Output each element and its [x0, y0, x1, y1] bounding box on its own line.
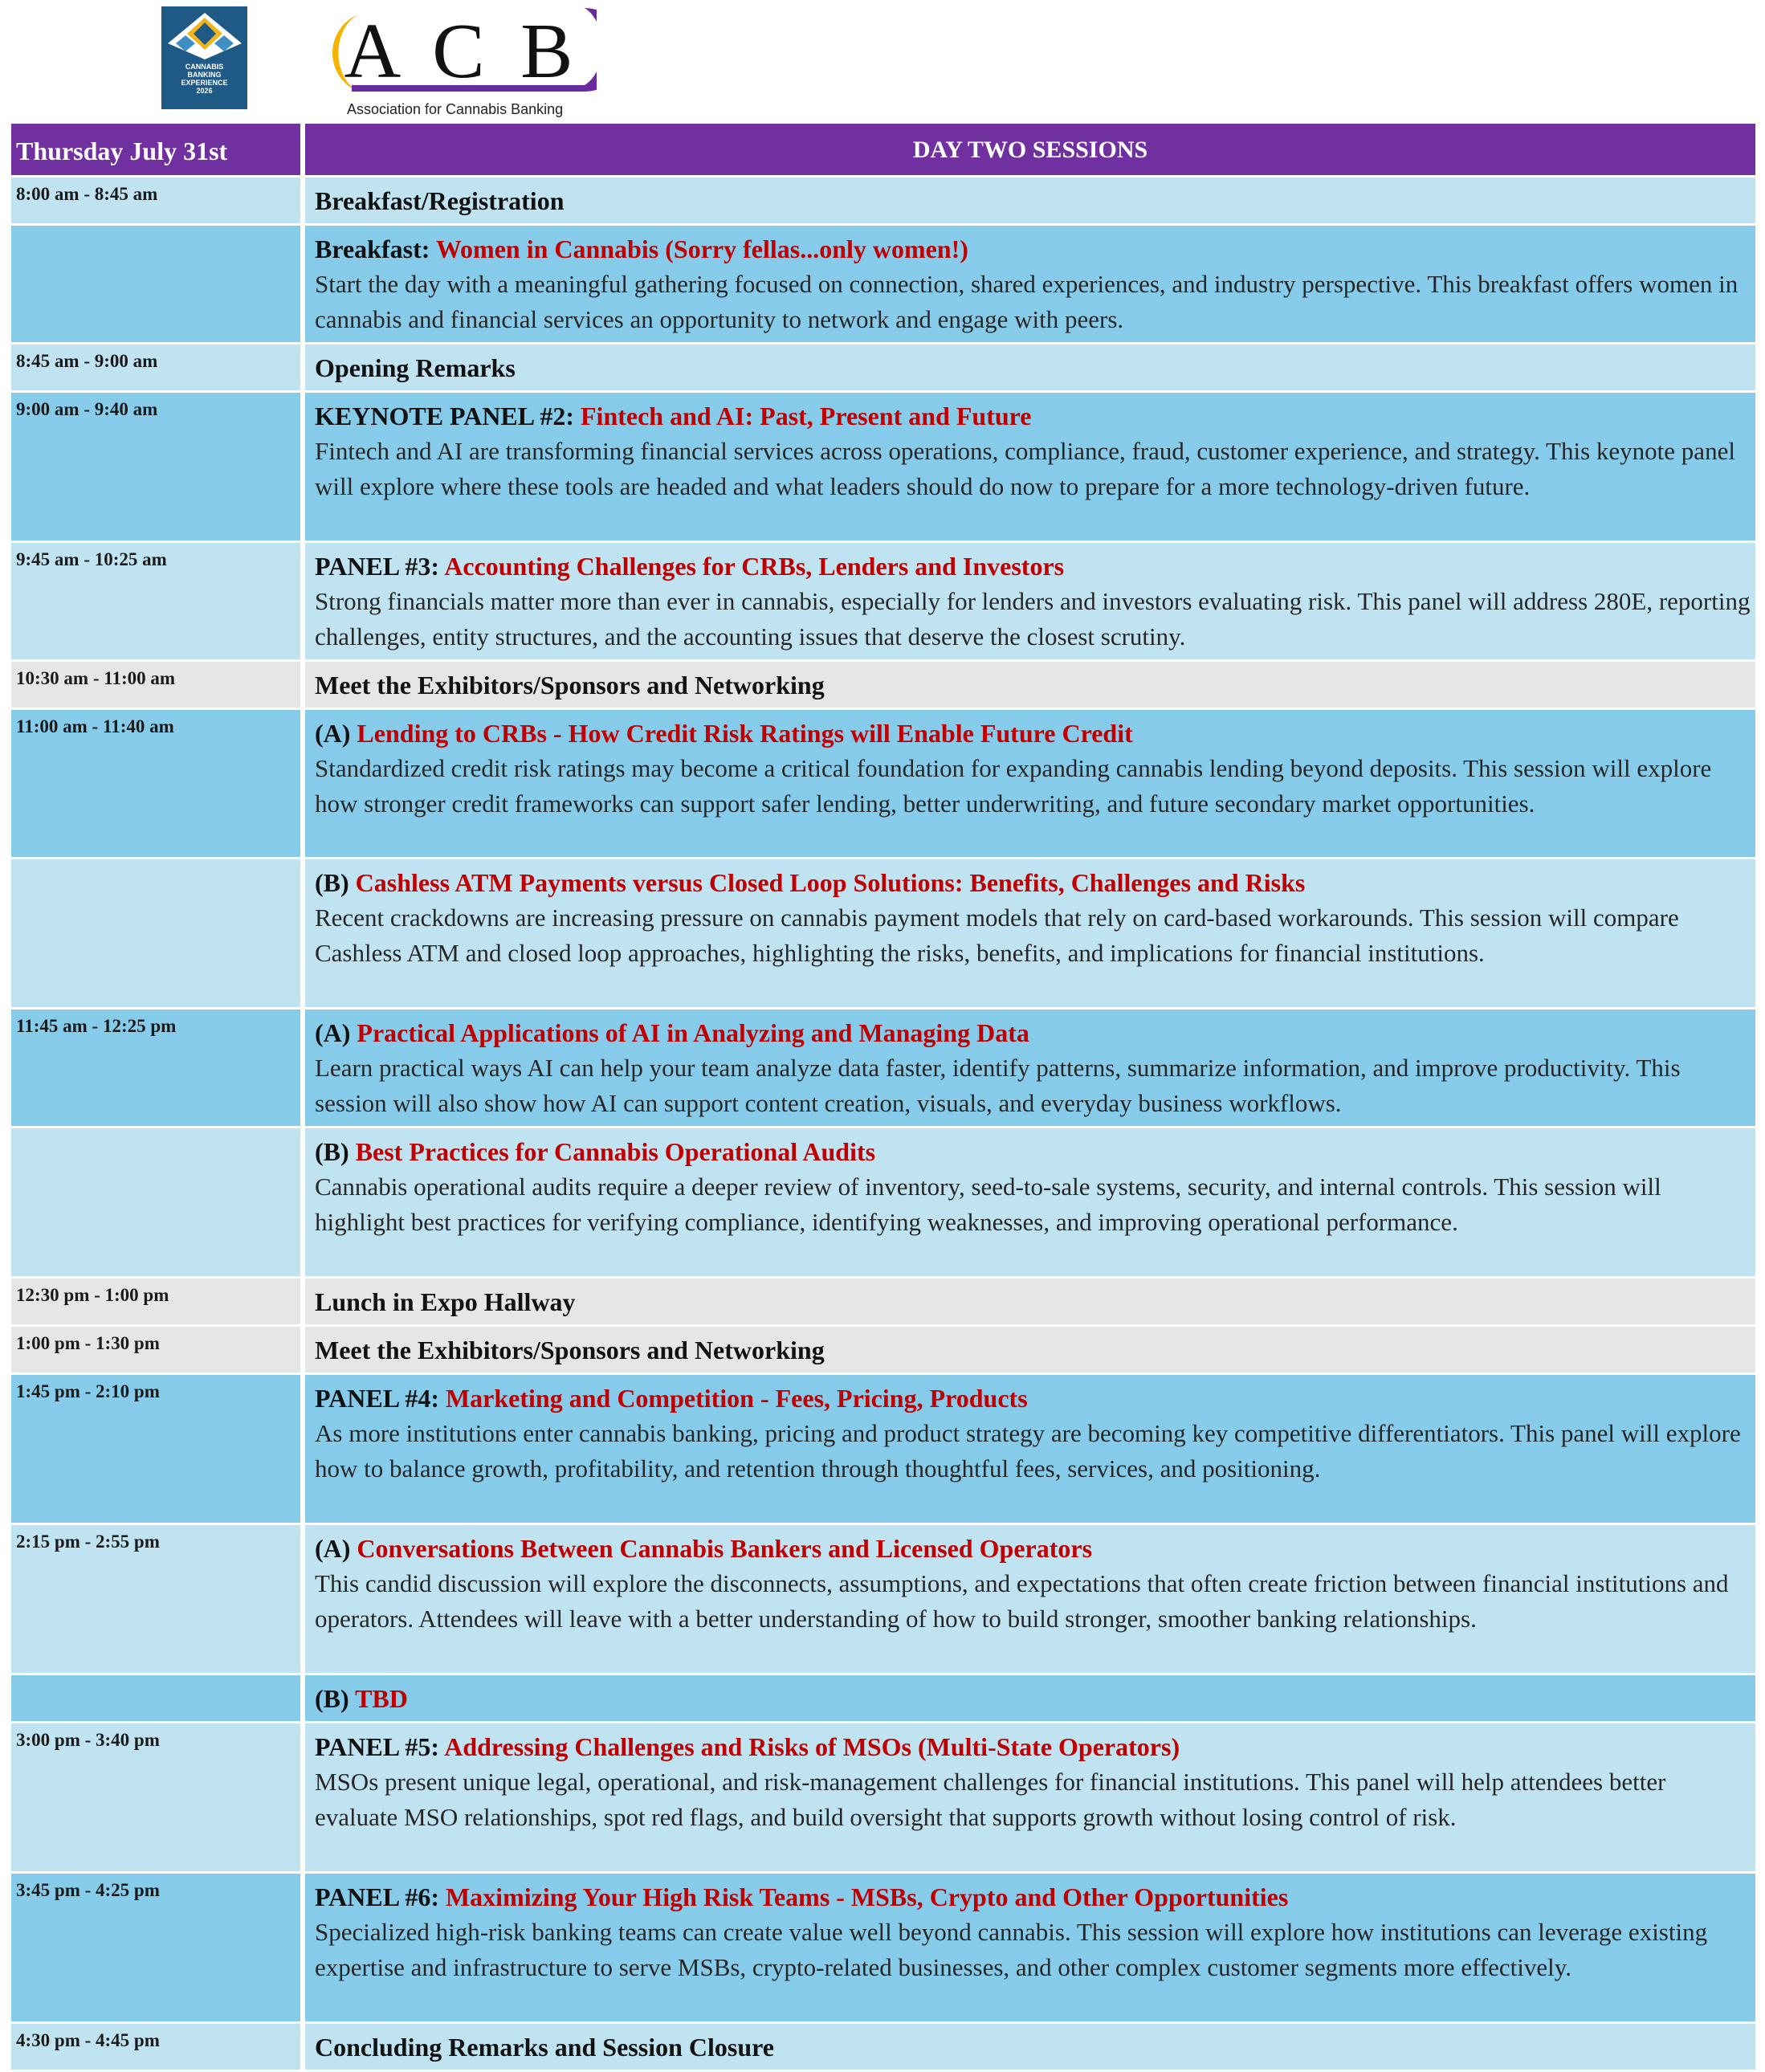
- row-label: Breakfast/Registration: [315, 186, 565, 215]
- row-description: Start the day with a meaningful gathering focused on connection, shared experiences, and industry perspective. This breakfast offers women in cannabis and financial services an opportunity to network and engage with peers.: [315, 270, 1739, 333]
- schedule-row: [11, 177, 1755, 226]
- schedule-row: [11, 1279, 1755, 1327]
- row-label: PANEL #5:: [315, 1732, 445, 1761]
- row-description: Standardized credit risk ratings may become a critical foundation for expanding cannabis lending beyond deposits. This session will explore how stronger credit frameworks can support safer lending, better underwriting, and future secondary market opportunities.: [315, 754, 1712, 818]
- row-description: Fintech and AI are transforming financial services across operations, compliance, fraud, customer experience, and strategy. This keynote panel will explore where these tools are headed and what leaders should do now to prepare for a more technology-driven future.: [315, 437, 1735, 500]
- row-title: TBD: [355, 1684, 408, 1713]
- schedule-row: [11, 393, 1755, 543]
- row-title: Fintech and AI: Past, Present and Future: [581, 402, 1032, 430]
- row-time: 1:00 pm - 1:30 pm: [11, 1327, 305, 1375]
- row-title: Conversations Between Cannabis Bankers and Licensed Operators: [357, 1534, 1093, 1563]
- row-label: PANEL #6:: [315, 1882, 446, 1911]
- row-time: [11, 226, 305, 345]
- schedule-row: [11, 1874, 1755, 2024]
- row-title: Addressing Challenges and Risks of MSOs (Multi-State Operators): [444, 1732, 1180, 1761]
- cbe-logo-line2: BANKING: [187, 71, 222, 79]
- row-time: [11, 1675, 305, 1723]
- row-label: Meet the Exhibitors/Sponsors and Networking: [315, 1336, 825, 1364]
- schedule-table: [11, 124, 1755, 2072]
- schedule-row: [11, 662, 1755, 710]
- acb-logo-letters: A C B: [344, 8, 581, 95]
- row-label: (A): [315, 1534, 357, 1563]
- row-time: 11:45 am - 12:25 pm: [11, 1009, 305, 1128]
- row-time: [11, 1128, 305, 1279]
- schedule-row: [11, 1128, 1755, 1279]
- cbe-logo-line3: EXPERIENCE: [181, 79, 228, 87]
- row-time: 8:45 am - 9:00 am: [11, 345, 305, 393]
- row-label: KEYNOTE PANEL #2:: [315, 402, 581, 430]
- row-label: PANEL #4:: [315, 1384, 446, 1413]
- row-title: Accounting Challenges for CRBs, Lenders and Investors: [444, 552, 1065, 581]
- row-description: Cannabis operational audits require a deeper review of inventory, seed-to-sale systems, security, and internal controls. This session will highlight best practices for verifying compliance, identifying weaknesses, and improving operational performance.: [315, 1173, 1661, 1236]
- row-title: Maximizing Your High Risk Teams - MSBs, Crypto and Other Opportunities: [445, 1882, 1289, 1911]
- schedule-row: [11, 1009, 1755, 1128]
- row-description: Recent crackdowns are increasing pressure on cannabis payment models that rely on card-based workarounds. This session will compare Cashless ATM and closed loop approaches, highlighting the risks, benefits, and implications for financial institutions.: [315, 903, 1679, 967]
- schedule-row: [11, 1723, 1755, 1874]
- row-label: (B): [315, 1684, 356, 1713]
- row-label: Concluding Remarks and Session Closure: [315, 2033, 774, 2062]
- row-title: Women in Cannabis (Sorry fellas...only women!): [435, 235, 968, 263]
- schedule-row: [11, 859, 1755, 1009]
- row-time: 10:30 am - 11:00 am: [11, 662, 305, 710]
- logo-bar: [0, 0, 1765, 125]
- row-time: 2:15 pm - 2:55 pm: [11, 1525, 305, 1675]
- row-time: 3:45 pm - 4:25 pm: [11, 1874, 305, 2024]
- row-title: Marketing and Competition - Fees, Pricing, Products: [445, 1384, 1028, 1413]
- cbe-logo-line4: 2026: [196, 87, 213, 95]
- row-label: Meet the Exhibitors/Sponsors and Networking: [315, 671, 825, 700]
- row-label: (A): [315, 1018, 357, 1047]
- row-time: 9:45 am - 10:25 am: [11, 543, 305, 662]
- row-description: MSOs present unique legal, operational, and risk-management challenges for financial institutions. This panel will help attendees better evaluate MSO relationships, spot red flags, and build oversight that supports growth without losing control of risk.: [315, 1768, 1666, 1831]
- schedule-row: [11, 543, 1755, 662]
- row-time: 9:00 am - 9:40 am: [11, 393, 305, 543]
- row-title: Practical Applications of AI in Analyzing and Managing Data: [357, 1018, 1029, 1047]
- schedule-row: [11, 2024, 1755, 2072]
- row-time: 12:30 pm - 1:00 pm: [11, 1279, 305, 1327]
- acb-logo-subtitle: Association for Cannabis Banking: [347, 101, 564, 117]
- row-time: 1:45 pm - 2:10 pm: [11, 1375, 305, 1525]
- row-time: 3:00 pm - 3:40 pm: [11, 1723, 305, 1874]
- schedule-header-row: [11, 124, 1755, 177]
- row-description: This candid discussion will explore the disconnects, assumptions, and expectations that often create friction between financial institutions and operators. Attendees will leave with a better understanding of how to build stronger, smoother banking relationships.: [315, 1569, 1729, 1633]
- schedule-row: [11, 1675, 1755, 1723]
- sessions-header: DAY TWO SESSIONS: [305, 124, 1755, 177]
- schedule-row: [11, 226, 1755, 345]
- row-time: 8:00 am - 8:45 am: [11, 177, 305, 226]
- row-title: Cashless ATM Payments versus Closed Loop Solutions: Benefits, Challenges and Risks: [355, 868, 1306, 897]
- row-description: Strong financials matter more than ever in cannabis, especially for lenders and investors evaluating risk. This panel will address 280E, reporting challenges, entity structures, and the accounting issues that deserve the closest scrutiny.: [315, 587, 1751, 651]
- diamond-logo-icon: [166, 11, 243, 61]
- cbe-logo-line1: CANNABIS: [185, 63, 224, 71]
- row-label: (B): [315, 1137, 356, 1166]
- row-label: Lunch in Expo Hallway: [315, 1287, 576, 1316]
- row-label: (B): [315, 868, 356, 897]
- row-time: 11:00 am - 11:40 am: [11, 710, 305, 859]
- schedule-row: [11, 710, 1755, 859]
- row-label: Opening Remarks: [315, 353, 516, 382]
- day-header: Thursday July 31st: [11, 124, 305, 177]
- schedule-row: [11, 345, 1755, 393]
- row-label: PANEL #3:: [315, 552, 445, 581]
- row-description: Learn practical ways AI can help your team analyze data faster, identify patterns, summarize information, and improve productivity. This session will also show how AI can support content creation, visuals, and everyday business workflows.: [315, 1054, 1681, 1117]
- schedule-row: [11, 1375, 1755, 1525]
- schedule-row: [11, 1525, 1755, 1675]
- row-title: Lending to CRBs - How Credit Risk Ratings will Enable Future Credit: [357, 719, 1133, 748]
- row-label: Breakfast:: [315, 235, 436, 263]
- row-description: Specialized high-risk banking teams can create value well beyond cannabis. This session will explore how institutions can leverage existing expertise and infrastructure to serve MSBs, crypto-related businesses, and other complex customer segments more effectively.: [315, 1918, 1708, 1981]
- schedule-row: [11, 1327, 1755, 1375]
- acb-logo-arcs-icon: [320, 5, 597, 101]
- cannabis-banking-experience-logo: [161, 6, 247, 109]
- row-description: As more institutions enter cannabis banking, pricing and product strategy are becoming key competitive differentiators. This panel will explore how to balance growth, profitability, and retention through thoughtful fees, services, and positioning.: [315, 1419, 1741, 1483]
- row-time: [11, 859, 305, 1009]
- row-time: 4:30 pm - 4:45 pm: [11, 2024, 305, 2072]
- row-label: (A): [315, 719, 357, 748]
- row-title: Best Practices for Cannabis Operational Audits: [355, 1137, 876, 1166]
